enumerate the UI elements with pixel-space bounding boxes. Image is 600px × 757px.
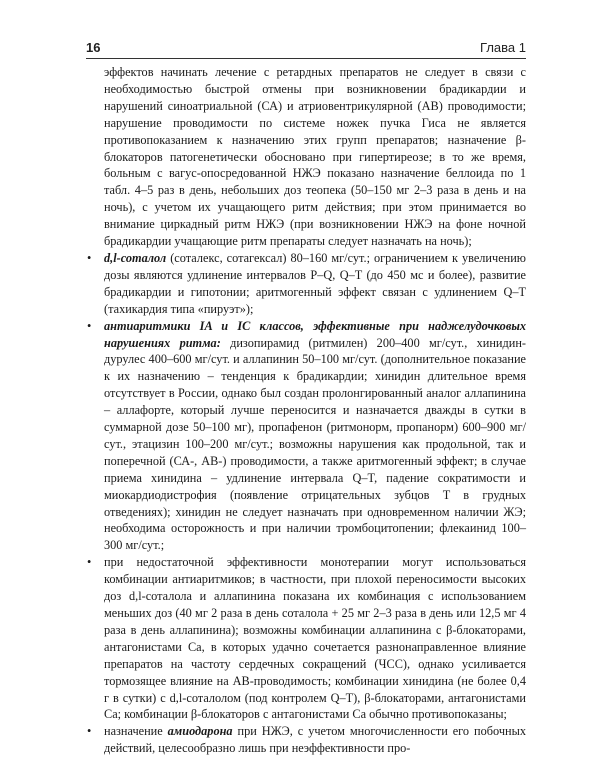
header-rule — [86, 58, 526, 59]
continued-paragraph: эффектов начинать лечение с ретардных препаратов не следует в связи с необходимостью быстрой отмены при возникновении брадикардии и нарушений синоатриальной (СА) и атриовентрикулярной (АВ) проводимости; нарушение проводимости по системе ножек пучка Гиса не является противопоказанием к назначению этих групп препаратов; назначение β-блокаторов патогенетически обосновано при гипертиреозе; в то же время, больным с вагус-опосредованной НЖЭ показано назначение беллоида по 1 табл. 4–5 раз в день, небольших доз теопека (50–150 мг 2–3 раза в день и на ночь), с учетом их учащающего ритм действия; при этом принимается во внимание циркадный ритм НЖЭ (при возникновении НЖЭ на фоне ночной брадикардии учащающие ритм препараты следует назначать на ночь); — [104, 65, 526, 249]
list-item-text: (соталекс, сотагексал) 80–160 мг/сут.; ограничением к увеличению дозы являются удлинение интервалов P–Q, Q–T (до 450 мс и более), развитие брадикардии и гипотонии; аритмогенный эффект связан с удлинением Q–T (тахикардия типа «пируэт»); — [104, 250, 526, 316]
bullet-icon: • — [87, 250, 92, 265]
list-item-text: при недостаточной эффективности монотерапии могут использоваться комбинации антиаритмиков; в частности, при плохой переносимости высоких доз d,l-соталола и аллапинина показана их комбинация с использованием меньших доз (40 мг 2 раза в день соталола + 25 мг 2–3 раза в день или 12,5 мг 4 раза в день аллапинина); возможны комбинации аллапинина с β-блокаторами, антагонистами Са, в которых удачно сочетается разнонаправленное влияние препаратов на частоту сердечных сокращений (ЧСС), однако усиливается тормозящее влияние на АВ-проводимость; комбинации хинидина (не более 0,4 г в сутки) с d,l-соталолом (под контролем Q–T), β-блокаторами, антагонистами Са; комбинации β-блокаторов с антагонистами Са обычно противопоказаны; — [104, 555, 526, 722]
bullet-icon: • — [87, 318, 92, 333]
page-number: 16 — [86, 40, 101, 55]
bullet-icon: • — [87, 724, 92, 739]
page-header — [86, 40, 526, 55]
bullet-icon: • — [87, 555, 92, 570]
list-item-text: дизопирамид (ритмилен) 200–400 мг/сут., хинидин-дурулес 400–600 мг/сут. и аллапинин 50–100 мг/сут. (дополнительное показание к их назначению – тенденция к брадикардии; хинидин длительное время отсутствует в России, однако был создан пролонгированный аналог аллапинина – аллафорте, который лучше переносится и назначается дважды в сутки в суммарной дозе 50–100 мг), пропафенон (ритмонорм, пропанорм) 600–900 мг/сут., этацизин 100–200 мг/сут.; возможны нарушения как продольной, так и поперечной (СА-, АВ-) проводимости, а также аритмогенный эффект; в случае приема хинидина – удлинение интервала Q–T, падение сократимости и миокардиодистрофия (появление отрицательных зубцов T в грудных отведениях); хинидин не следует назначать при одновременном наличии ЖЭ; необходима осторожность и при наличии тромбоцитопении; флекаинид 100–300 мг/сут.; — [104, 335, 526, 553]
drug-term: d,l-соталол — [104, 250, 167, 265]
list-item-antiarrhythmics — [86, 318, 526, 555]
list-item-prefix: назначение — [104, 724, 168, 739]
drug-class-term: антиаритмики IA и IC классов, эффективные при наджелудочковых нарушениях ритма: — [104, 318, 526, 350]
list-item-combinations — [86, 554, 526, 723]
list-item-sotalol — [86, 250, 526, 318]
list-item-text: при НЖЭ, с учетом многочисленности его побочных действий, целесообразно лишь при неэффективности про- — [104, 724, 526, 756]
list-item-amiodarone — [86, 723, 526, 757]
page-body — [86, 64, 526, 757]
drug-term: амиодарона — [167, 724, 233, 739]
chapter-title: Глава 1 — [480, 40, 526, 55]
